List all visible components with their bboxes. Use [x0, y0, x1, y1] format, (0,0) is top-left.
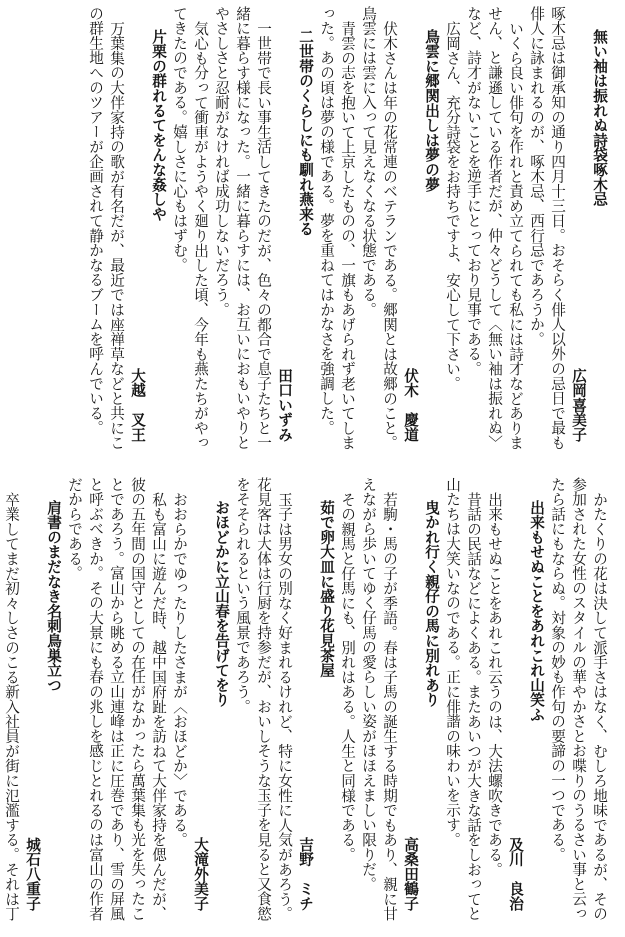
bottom-section: [3, 477, 610, 930]
haiku-title: 曳かれ行く親仔の馬に別れあり: [423, 500, 440, 708]
commentary-paragraph: 若駒・馬の子が季語。春は子馬の誕生する時期でもあり、親に甘えながら歩いてゆく仔馬の愛らしい姿がほほえましい限りだ。: [360, 477, 398, 921]
haiku-title: 出来もせぬことをあれこれ山笑ふ: [528, 500, 545, 723]
commentary-paragraph: 出来もせぬことをあれこれ云うのは、大法螺吹きである。: [486, 491, 503, 877]
haiku-author: 田口いずみ: [276, 368, 293, 443]
commentary-paragraph: おおらかでゆったりしたさまが〈おほどか〉である。: [171, 491, 188, 847]
commentary-paragraph: 青雲の志を抱いて上京したものの、一旗もあげられず老いてしまった。あの頃は夢の様である。夢を重ねてはかなさを強調した。: [318, 6, 356, 450]
top-section: [22, 6, 610, 461]
commentary-paragraph: 私も富山に遊んだ時、越中国府趾を訪ねて大伴家持を偲んだが、彼の五年間の国守としての在任がなかったら萬葉集も光を失ったことであろう。富山から眺める立山連峰は正に圧巻であり、雪の屏風と呼ぶべきか。その大景にも春の兆しを感じとれるのは富山の作者だからである。: [66, 477, 167, 921]
haiku-author: 及川 良治: [507, 837, 524, 912]
commentary-paragraph: 卒業してまだ初々しさのこる新入社員が街に氾濫する。それは丁: [3, 491, 20, 921]
haiku-title: おほどかに立山春を告げてをり: [213, 500, 230, 708]
haiku-author: 伏木 慶道: [402, 368, 419, 443]
haiku-author: 大越 叉王: [129, 368, 146, 443]
commentary-paragraph: 昔話の民話などによくある。またあいつが大きな話をしおってと山たちは大笑いなのである。正に俳諧の味わいを示す。: [444, 477, 482, 921]
haiku-author: 広岡喜美子: [570, 368, 587, 443]
commentary-paragraph: 啄木忌は御承知の通り四月十三日。おそらく俳人以外の忌日で最も俳人に詠まれるのが、啄木忌、西行忌であろうか。: [528, 6, 566, 450]
haiku-title: 無い袖は振れぬ詩袋啄木忌: [591, 29, 608, 207]
haiku-title: 肩書のまだなき名刺鳥巣立つ: [45, 500, 62, 693]
top-text-column: [22, 6, 610, 461]
haiku-author: 高桑田鶴子: [402, 837, 419, 912]
haiku-author: 吉野 ミチ: [297, 837, 314, 912]
haiku-title: 鳥雲に郷関出しは夢の夢: [423, 29, 440, 193]
commentary-paragraph: 玉子は男女の別なく好まれるけれど、特に女性に人気があろう。花見客は大体は行厨を持参だが、おいしそうな玉子を見ると又食慾をそそられるという風景であろう。: [234, 477, 293, 921]
commentary-paragraph: いくら良い俳句を作れと責め立てられても私には詩才などありません、と謙遜している作者だが、仲々どうして〈無い袖は振れぬ〉など、詩才がないことを逆手にとっており見事である。: [465, 6, 524, 450]
commentary-paragraph: 一世帯で長い事生活してきたのだが、色々の都合で息子たちと一緒に暮らす様になった。一緒に暮らすには、お互いにおもいやりとやさしさと忍耐がなければ成功しないだろう。: [213, 6, 272, 450]
haiku-title: 茹で卵大皿に盛り花見茶屋: [318, 500, 335, 678]
commentary-paragraph: かたくりの花は決して派手さはなく、むしろ地味であるが、その参加された女性のスタイルの華やかさとお喋りのうるさい事と云ったら話にもならぬ。対象の妙も作句の要諦の一つである。: [549, 477, 608, 921]
commentary-paragraph: その親馬と仔馬にも、別れはある。人生と同様である。: [339, 491, 356, 862]
haiku-author: 大滝外美子: [192, 837, 209, 912]
haiku-title: 二世帯のくらしにも馴れ燕来る: [297, 29, 314, 237]
commentary-paragraph: 伏木さんは年の花常連のベテランである。郷関とは故郷のこと。鳥雲には雲に入って見えなくなる状態である。: [360, 6, 398, 450]
haiku-author: 城石八重子: [24, 837, 41, 912]
commentary-paragraph: 広岡さん、充分詩袋をお持ちですよ、安心して下さい。: [444, 20, 461, 391]
bottom-text-column: [3, 477, 610, 930]
commentary-paragraph: 気心も分って衝車がようやく廻り出した頃、今年も燕たちがやってきたのである。嬉しさに心もはずむ。: [171, 6, 209, 450]
haiku-title: 片栗の群れるてをんな姦しや: [150, 29, 167, 222]
commentary-paragraph: 万葉集の大伴家持の歌が有名だが、最近では座禅草などと共にこの群生地へのツアーが企画されて静かなるブームを呼んでいる。: [87, 6, 125, 450]
